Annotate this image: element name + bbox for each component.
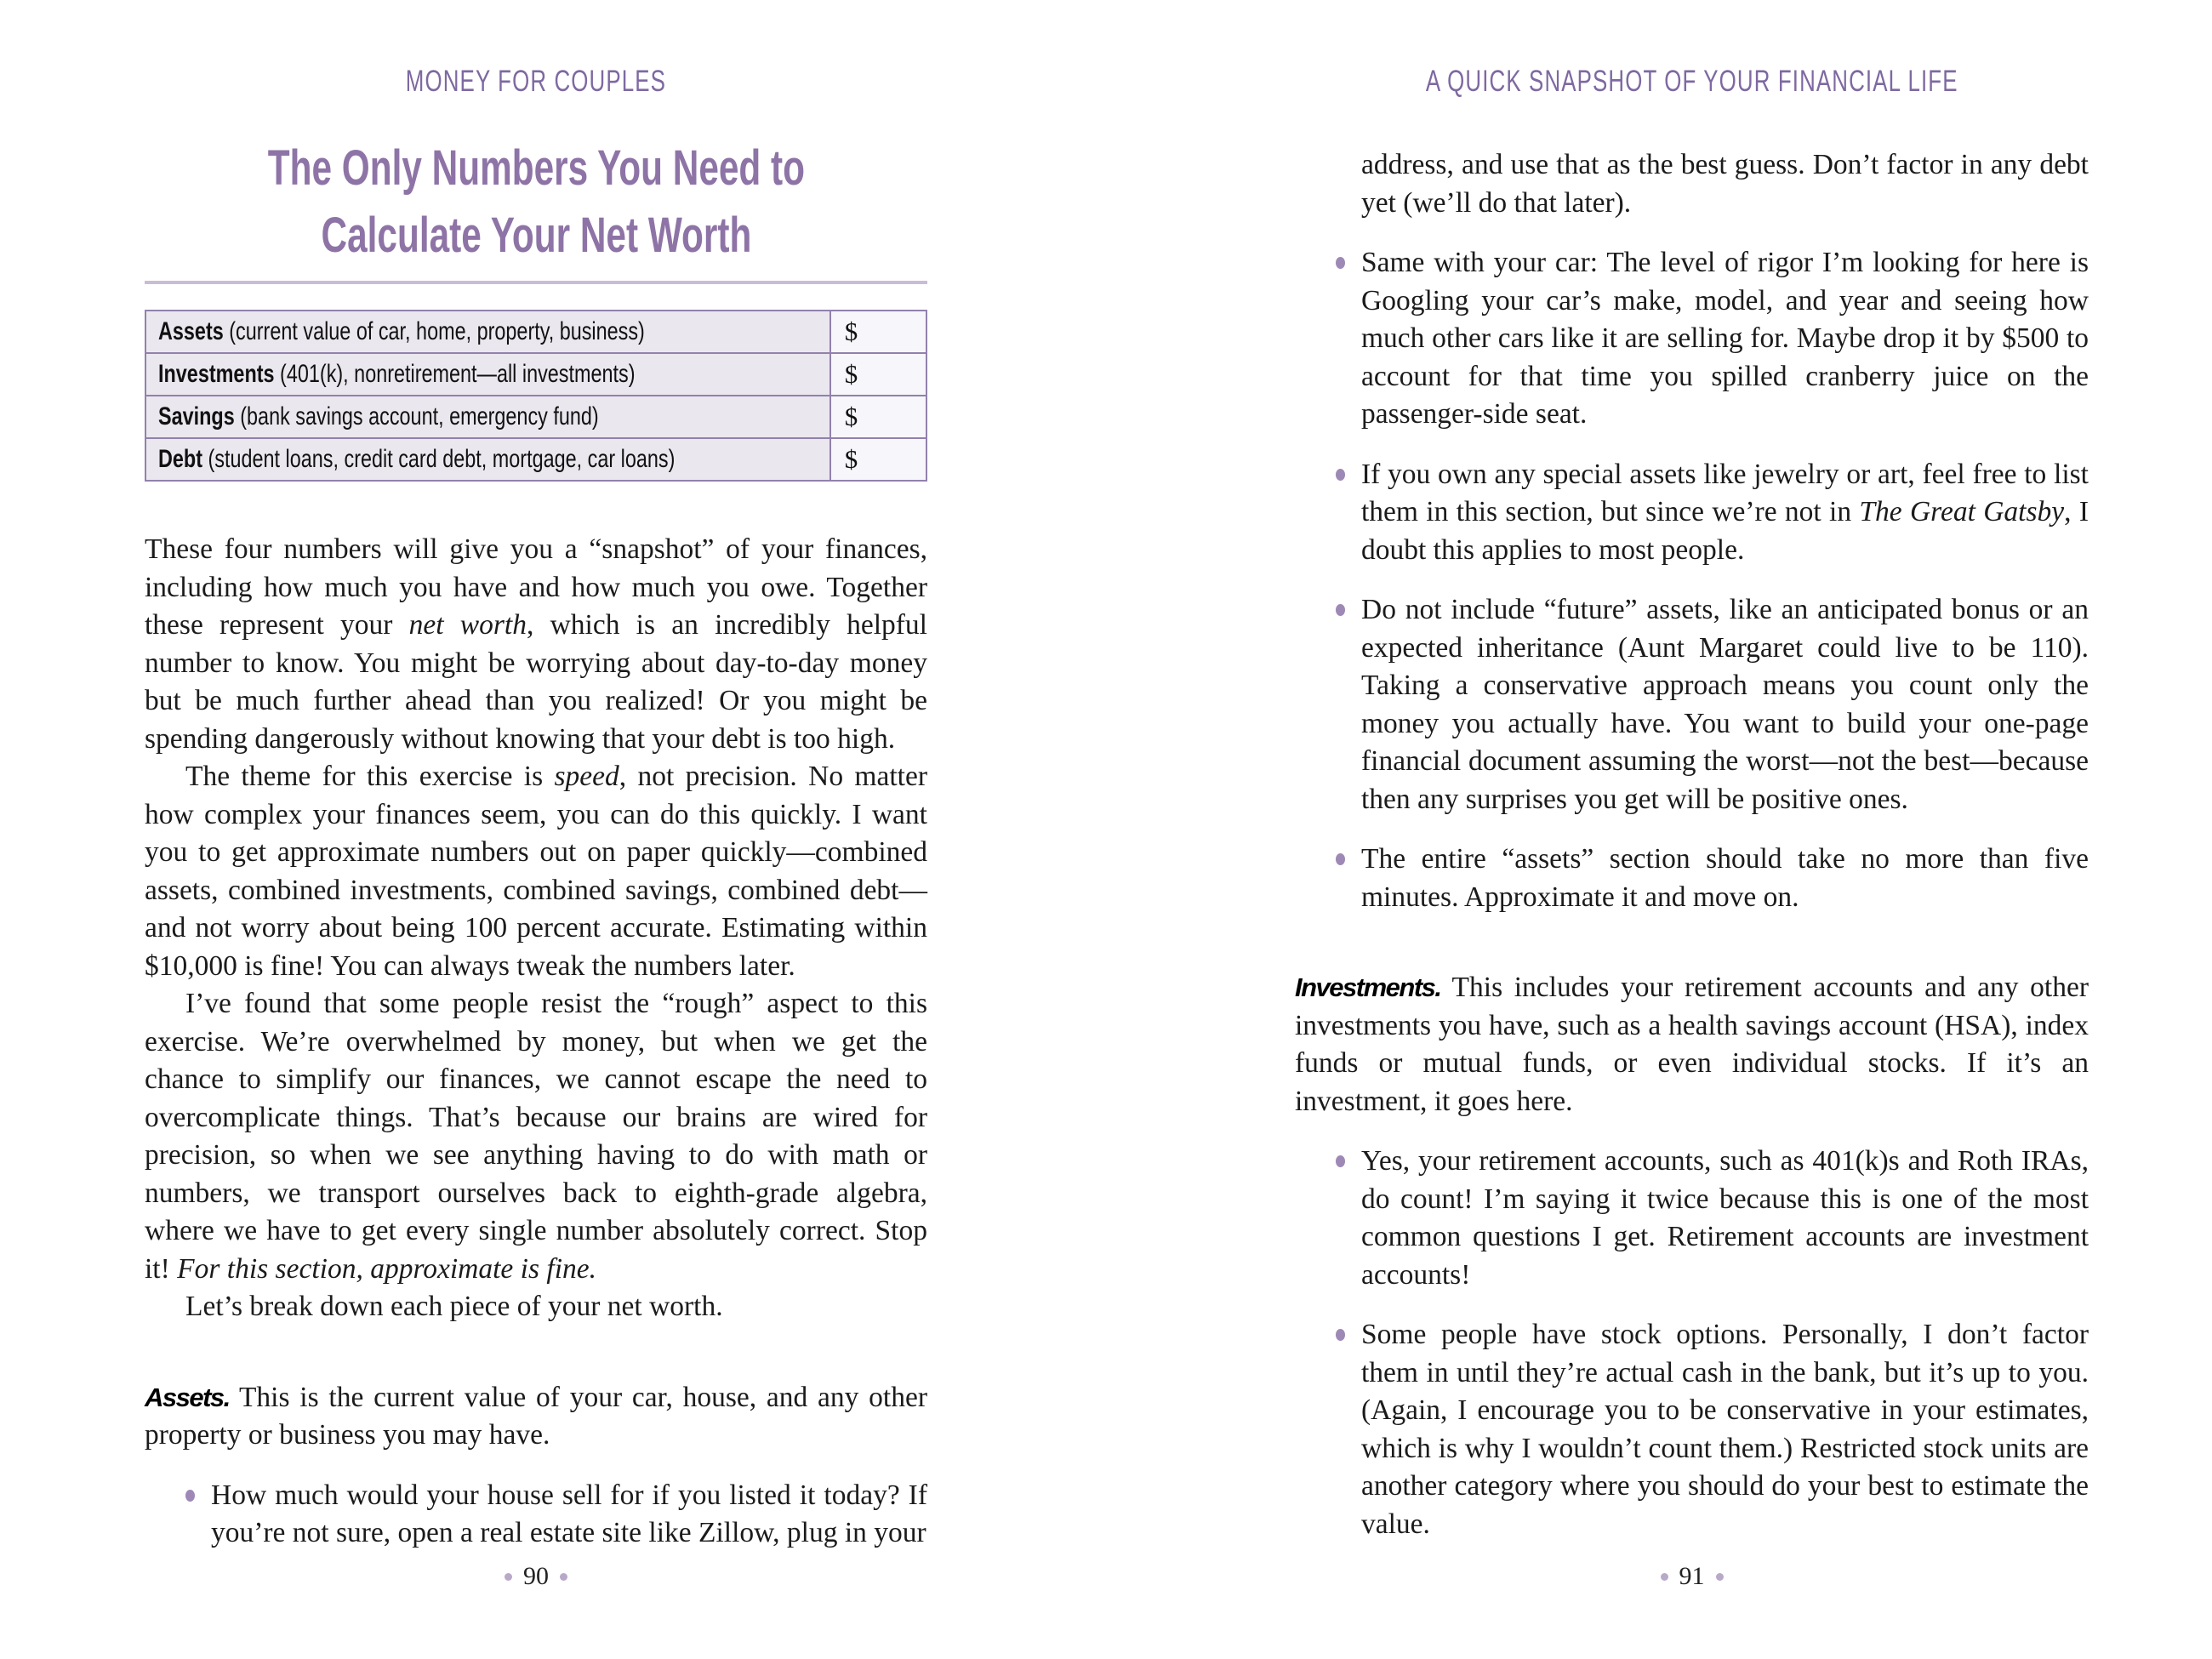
paragraph: Assets. This is the current value of your car, house, and any other property or business you may have. bbox=[145, 1381, 927, 1451]
bullet-text: If you own any special assets like jewelry or art, feel free to list them in this section, but since we’re not in The Great Gatsby, I doubt this applies to most people. bbox=[1361, 458, 2089, 566]
paragraph: Investments. This includes your retirement accounts and any other investments you have, such as a health savings account (HSA), index funds or mutual funds, or even individual stocks. If it’s an investment, it goes here. bbox=[1295, 972, 2089, 1117]
table-row bbox=[145, 396, 926, 438]
bullet-item bbox=[1295, 591, 2089, 818]
bullet-text: The entire “assets” section should take no more than five minutes. Approximate it and move on. bbox=[1361, 843, 2089, 913]
table-row bbox=[145, 353, 926, 396]
left-text-flow bbox=[145, 531, 927, 1553]
bullet-icon bbox=[1336, 853, 1345, 865]
table-value-cell: $ bbox=[830, 396, 926, 438]
table-row bbox=[145, 438, 926, 481]
section-lead: Assets. bbox=[145, 1382, 230, 1412]
paragraph: The theme for this exercise is speed, not precision. No matter how complex your finances seem, you can do this quickly. I want you to get approximate numbers out on paper quickly—combined assets, combined investments, combined savings, combined debt—and not worry about being 100 percent accurate. Estimating within $10,000 is fine! You can always tweak the numbers later. bbox=[145, 761, 927, 982]
bullet-item bbox=[1295, 1316, 2089, 1543]
bullet-text: Do not include “future” assets, like an anticipated bonus or an expected inheritance (Aunt Margaret could live to be 110). Taking a conservative approach means you count only the money you actually have. You want to build your one-page financial document assuming the worst—not the best—because then any surprises you get will be positive ones. bbox=[1361, 594, 2089, 815]
right-text-column bbox=[1295, 146, 2089, 1543]
folio bbox=[1295, 1562, 2089, 1591]
book-page-right bbox=[1106, 0, 2212, 1659]
bullet-icon bbox=[1336, 257, 1345, 269]
folio-dot-icon bbox=[505, 1573, 512, 1581]
right-text-flow bbox=[1295, 146, 2089, 1543]
chapter-title-line-2: Calculate Your Net Worth bbox=[321, 208, 751, 263]
folio-dot-icon bbox=[560, 1573, 567, 1581]
folio-dot-icon bbox=[1661, 1573, 1668, 1581]
networth-table-body bbox=[145, 311, 926, 481]
table-label-cell: Debt (student loans, credit card debt, mortgage, car loans) bbox=[145, 438, 830, 481]
bullet-icon bbox=[1336, 604, 1345, 616]
networth-table bbox=[145, 310, 927, 482]
bullet-icon bbox=[1336, 469, 1345, 481]
paragraph: I’ve found that some people resist the “rough” aspect to this exercise. We’re overwhelmed by money, but when we get the chance to simplify our finances, we cannot escape the need to overcomplicate things. That’s because our brains are wired for precision, so when we see anything having to do with math or numbers, we transport ourselves back to eighth-grade algebra, where we have to get every single number absolutely correct. Stop it! For this section, approximate is fine. bbox=[145, 988, 927, 1285]
bullet-text: How much would your house sell for if you listed it today? If you’re not sure, open a real estate site like Zillow, plug in your bbox=[211, 1479, 927, 1548]
running-head-text: MONEY FOR COUPLES bbox=[405, 65, 667, 98]
running-head bbox=[145, 65, 927, 99]
bullet-item bbox=[145, 1477, 927, 1553]
running-head-text: A QUICK SNAPSHOT OF YOUR FINANCIAL LIFE bbox=[1425, 65, 1958, 98]
table-value-cell: $ bbox=[830, 311, 926, 353]
table-value-cell: $ bbox=[830, 438, 926, 481]
folio-dot-icon bbox=[1716, 1573, 1724, 1581]
table-label-cell: Savings (bank savings account, emergency fund) bbox=[145, 396, 830, 438]
table-label-cell: Assets (current value of car, home, property, business) bbox=[145, 311, 830, 353]
bullet-item bbox=[1295, 841, 2089, 916]
left-text-column bbox=[145, 281, 927, 1553]
table-label-cell: Investments (401(k), nonretirement—all investments) bbox=[145, 353, 830, 396]
table-value-cell: $ bbox=[830, 353, 926, 396]
bullet-icon bbox=[185, 1490, 195, 1502]
paragraph: These four numbers will give you a “snapshot” of your finances, including how much you have and how much you owe. Together these represent your net worth, which is an incredibly helpful number to know. You might be worrying about day-to-day money but be much further ahead than you realized! Or you might be spending dangerously without knowing that your debt is too high. bbox=[145, 533, 927, 755]
paragraph: Let’s break down each piece of your net worth. bbox=[185, 1291, 723, 1322]
bullet-text: Same with your car: The level of rigor I’m looking for here is Googling your car’s make, model, and year and seeing how much other cars like it are selling for. Maybe drop it by $500 to account for that time you spilled cranberry juice on the passenger-side seat. bbox=[1361, 247, 2089, 430]
table-row bbox=[145, 311, 926, 353]
section-lead: Investments. bbox=[1295, 972, 1441, 1002]
bullet-item bbox=[1295, 456, 2089, 570]
continuation-paragraph: address, and use that as the best guess. Don’t factor in any debt yet (we’ll do that later). bbox=[1361, 149, 2089, 219]
folio bbox=[145, 1562, 927, 1591]
page-number: 90 bbox=[523, 1562, 549, 1590]
chapter-title-line-1: The Only Numbers You Need to bbox=[267, 140, 805, 196]
chapter-title bbox=[145, 141, 927, 276]
running-head bbox=[1295, 65, 2089, 99]
bullet-text: Yes, your retirement accounts, such as 401(k)s and Roth IRAs, do count! I’m saying it twice because this is one of the most common questions I get. Retirement accounts are investment accounts! bbox=[1361, 1145, 2089, 1291]
bullet-icon bbox=[1336, 1329, 1345, 1341]
title-rule bbox=[145, 281, 927, 284]
bullet-item bbox=[1295, 244, 2089, 434]
bullet-text: Some people have stock options. Personally, I don’t factor them in until they’re actual cash in the bank, but it’s up to you. (Again, I encourage you to be conservative in your estimates, which is why I wouldn’t count them.) Restricted stock units are another category where you should do your best to estimate the value. bbox=[1361, 1319, 2089, 1540]
bullet-item bbox=[1295, 1143, 2089, 1294]
page-number: 91 bbox=[1679, 1562, 1705, 1590]
bullet-icon bbox=[1336, 1155, 1345, 1167]
